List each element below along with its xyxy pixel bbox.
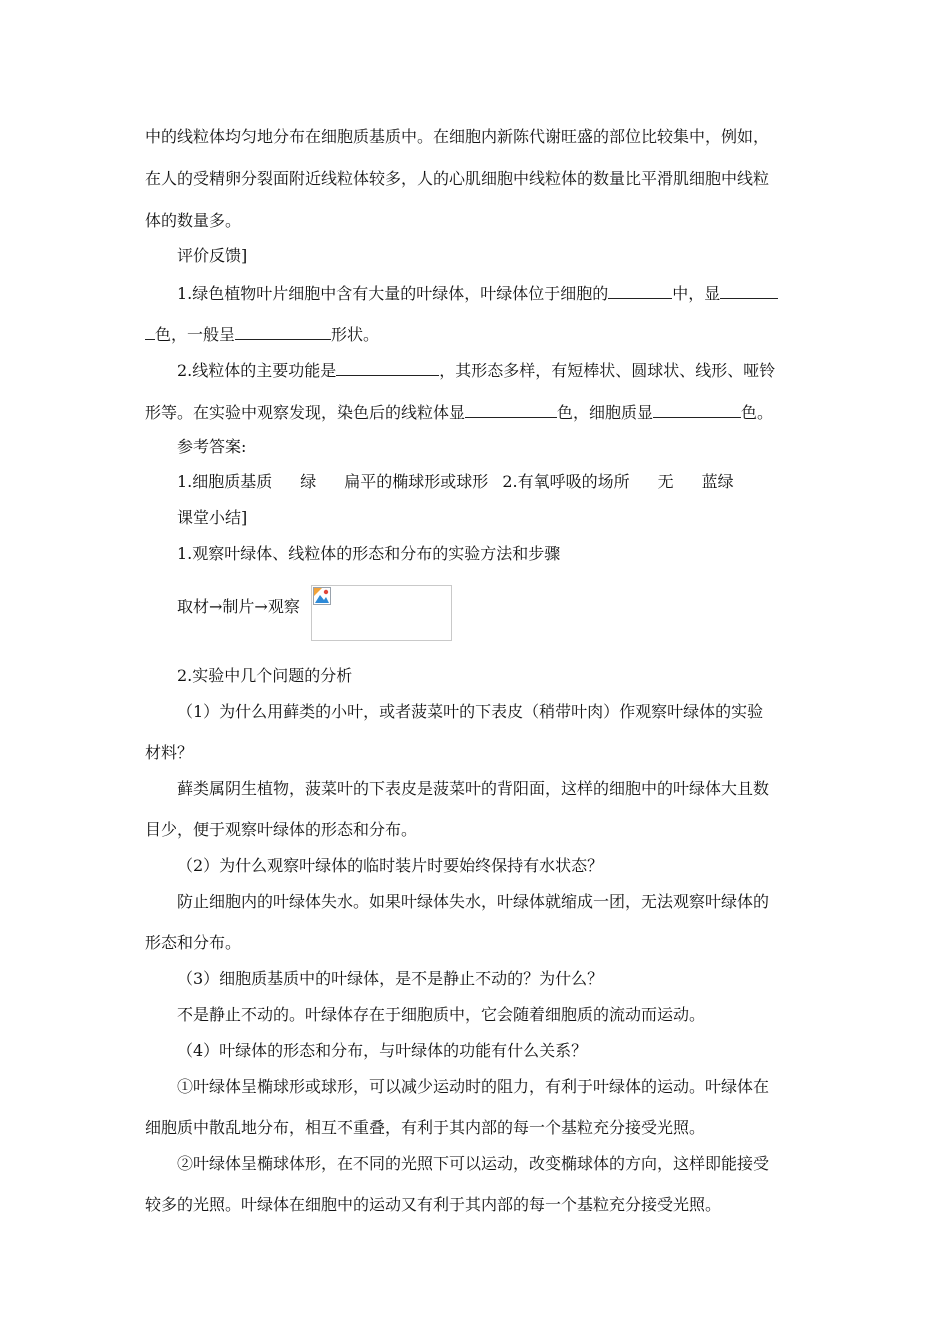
question-text: 色，一般呈 — [155, 325, 236, 344]
qa-question: （1）为什么用藓类的小叶，或者菠菜叶的下表皮（稍带叶肉）作观察叶绿体的实验 — [177, 702, 764, 721]
qa-answer: 防止细胞内的叶绿体失水。如果叶绿体失水，叶绿体就缩成一团，无法观察叶绿体的 — [177, 892, 770, 911]
answer-blank[interactable] — [653, 401, 741, 418]
qa-question: 材料？ — [145, 743, 194, 762]
answer-blank[interactable] — [235, 323, 331, 340]
section-heading-answers: 参考答案: — [177, 437, 247, 456]
qa-answer: 较多的光照。叶绿体在细胞中的运动又有利于其内部的每一个基粒充分接受光照。 — [145, 1195, 722, 1214]
paragraph-line: 中的线粒体均匀地分布在细胞质基质中。在细胞内新陈代谢旺盛的部位比较集中，例如， — [145, 127, 770, 146]
qa-answer: ①叶绿体呈椭球形或球形，可以减少运动时的阻力，有利于叶绿体的运动。叶绿体在 — [177, 1077, 770, 1096]
broken-image-icon — [313, 587, 331, 605]
answer-blank[interactable] — [720, 282, 778, 299]
question-text: 形等。在实验中观察发现，染色后的线粒体显 — [145, 403, 466, 422]
question-text: 形状。 — [331, 325, 380, 344]
qa-answer: 不是静止不动的。叶绿体存在于细胞质中，它会随着细胞质的流动而运动。 — [177, 1005, 706, 1024]
answer-item: 2.有氧呼吸的场所 — [502, 472, 630, 491]
question-2-line — [177, 359, 842, 381]
experiment-steps: 取材→制片→观察 — [177, 597, 300, 616]
figure-placeholder — [311, 585, 452, 641]
question-text: 1.绿色植物叶片细胞中含有大量的叶绿体，叶绿体位于细胞的 — [177, 284, 609, 303]
question-text: 色。 — [741, 403, 774, 422]
qa-answer: ②叶绿体呈椭球体形，在不同的光照下可以运动，改变椭球体的方向，这样即能接受 — [177, 1154, 770, 1173]
answers-line — [177, 472, 842, 492]
qa-answer: 形态和分布。 — [145, 933, 242, 952]
qa-answer: 细胞质中散乱地分布，相互不重叠，有利于其内部的每一个基粒充分接受光照。 — [145, 1118, 706, 1137]
section-heading-summary: 课堂小结] — [177, 508, 248, 527]
qa-answer: 藓类属阴生植物，菠菜叶的下表皮是菠菜叶的背阳面，这样的细胞中的叶绿体大且数 — [177, 779, 770, 798]
answer-blank[interactable] — [145, 323, 155, 340]
qa-question: （4）叶绿体的形态和分布，与叶绿体的功能有什么关系？ — [177, 1041, 588, 1060]
qa-question: （2）为什么观察叶绿体的临时装片时要始终保持有水状态？ — [177, 856, 604, 875]
section-heading-evaluation: 评价反馈] — [177, 246, 248, 265]
answer-blank[interactable] — [336, 359, 439, 376]
question-text: 色，细胞质显 — [557, 403, 654, 422]
summary-point-2: 2.实验中几个问题的分析 — [177, 666, 353, 685]
answer-item: 绿 — [300, 472, 317, 491]
question-2-line-2 — [145, 401, 810, 423]
answer-item: 扁平的椭球形或球形 — [344, 472, 489, 491]
answer-blank[interactable] — [608, 282, 672, 299]
summary-point-1: 1.观察叶绿体、线粒体的形态和分布的实验方法和步骤 — [177, 544, 561, 563]
answer-item: 1.细胞质基质 — [177, 472, 273, 491]
answer-item: 蓝绿 — [701, 472, 734, 491]
question-text: ，其形态多样，有短棒状、圆球状、线形、哑铃 — [439, 361, 776, 380]
question-text: 中，显 — [672, 284, 721, 303]
paragraph-line: 在人的受精卵分裂面附近线粒体较多，人的心肌细胞中线粒体的数量比平滑肌细胞中线粒 — [145, 169, 770, 188]
qa-answer: 目少，便于观察叶绿体的形态和分布。 — [145, 820, 418, 839]
paragraph-line: 体的数量多。 — [145, 211, 242, 230]
qa-question: （3）细胞质基质中的叶绿体，是不是静止不动的？为什么？ — [177, 969, 604, 988]
question-text: 2.线粒体的主要功能是 — [177, 361, 337, 380]
question-1-line-2 — [145, 323, 810, 345]
answer-blank[interactable] — [465, 401, 557, 418]
answer-item: 无 — [657, 472, 674, 491]
question-1-line — [177, 282, 842, 304]
